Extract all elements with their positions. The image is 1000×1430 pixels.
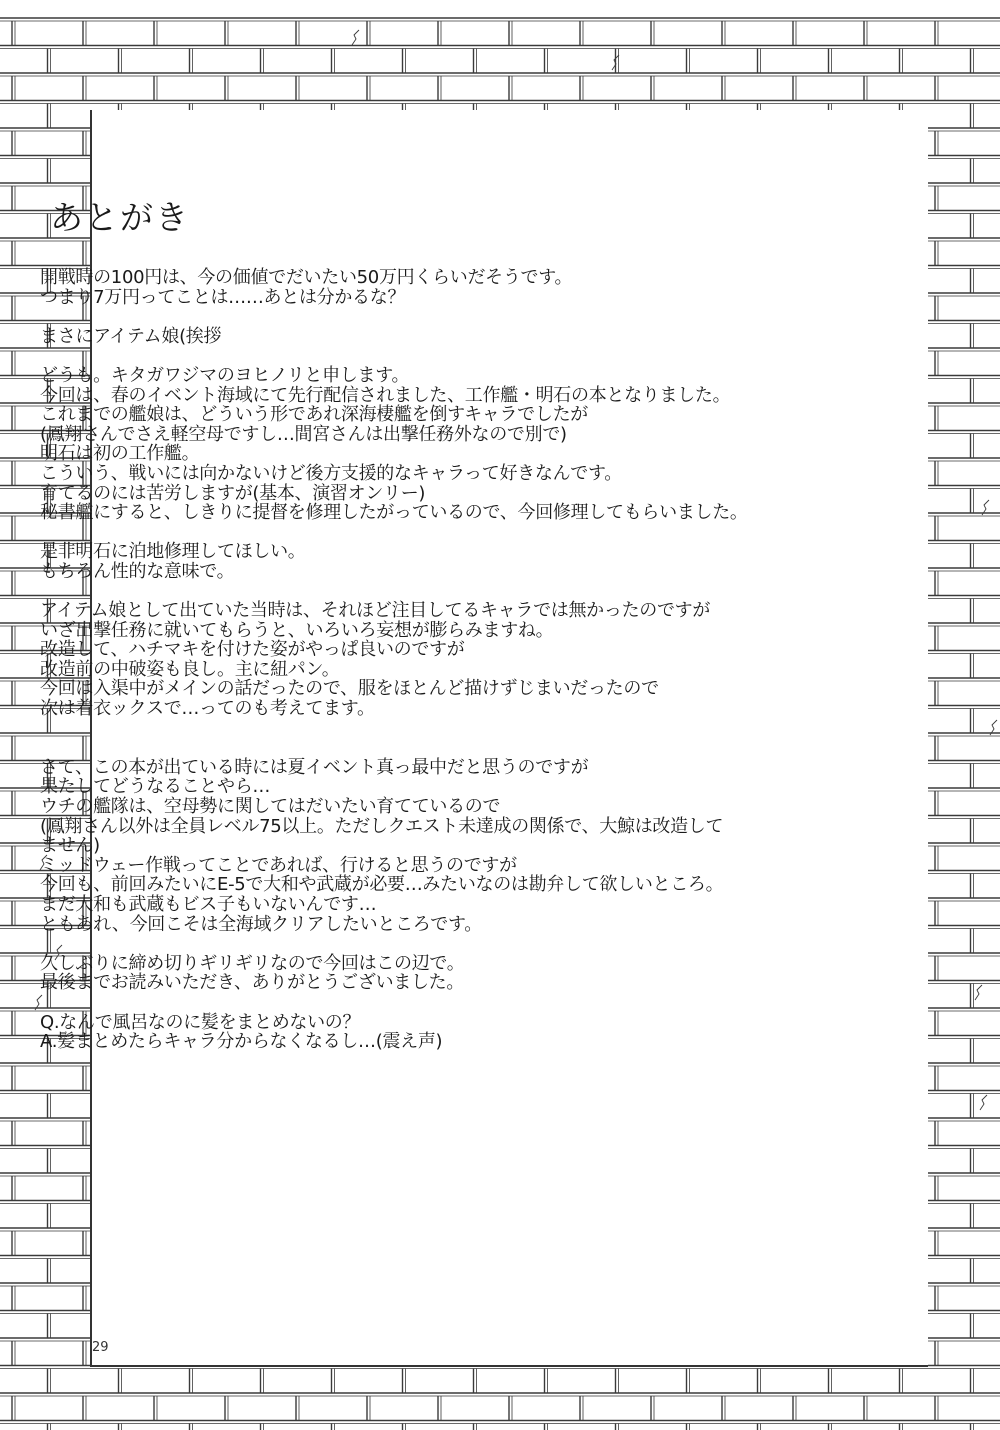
page-title: あとがき <box>50 198 190 237</box>
text-line: 次は着衣ックスで…ってのも考えてます。 <box>40 698 375 720</box>
paragraph <box>40 327 830 347</box>
text-line: (鳳翔さん以外は全員レベル75以上。ただしクエスト未達成の関係で、大鯨は改造して <box>40 815 724 837</box>
text-line: まさにアイテム娘(挨拶 <box>40 325 222 347</box>
text-line: 久しぶりに締め切りギリギリなので今回はこの辺で。 <box>40 952 465 974</box>
text-line: アイテム娘として出ていた当時は、それほど注目してるキャラでは無かったのですが <box>40 600 711 622</box>
text-line: ミッドウェー作戦ってことであれば、行けると思うのですが <box>40 854 517 876</box>
text-line: 開戦時の100円は、今の価値でだいたい50万円くらいだそうです。 <box>40 267 573 288</box>
text-line: もちろん性的な意味で。 <box>40 560 235 582</box>
text-line: どうも。キタガワジマのヨヒノリと申します。 <box>40 364 410 386</box>
paragraph <box>40 601 830 719</box>
text-line: 秘書艦にすると、しきりに提督を修理したがっているので、今回修理してもらいました。 <box>40 502 748 524</box>
text-line: Q.なんで風呂なのに髪をまとめないの？ <box>40 1011 361 1033</box>
text-line: ません) <box>40 835 100 857</box>
text-line: まだ大和も武蔵もビス子もいないんです… <box>40 894 377 915</box>
text-line: 最後までお読みいただき、ありがとうございました。 <box>40 972 465 994</box>
text-line: A.髪まとめたらキャラ分からなくなるし…(震え声) <box>40 1031 443 1053</box>
paragraph <box>40 758 830 934</box>
text-line: 明石は初の工作艦。 <box>40 443 200 465</box>
text-line: さて、この本が出ている時には夏イベント真っ最中だと思うのですが <box>40 756 589 778</box>
text-line: ウチの艦隊は、空母勢に関してはだいたい育てているので <box>40 796 501 818</box>
text-line: 今回も、前回みたいにE-5で大和や武蔵が必要…みたいなのは勘弁して欲しいところ。 <box>40 874 724 896</box>
paragraph <box>40 954 830 993</box>
text-line: 今回は、春のイベント海域にて先行配信されました、工作艦・明石の本となりました。 <box>40 384 731 406</box>
paragraph-spacer <box>40 523 830 543</box>
paragraph-spacer <box>40 993 830 1013</box>
paragraph-spacer <box>40 934 830 954</box>
paragraph <box>40 268 830 307</box>
text-line: これまでの艦娘は、どういう形であれ深海棲艦を倒すキャラでしたが <box>40 404 588 426</box>
text-line: つまり7万円ってことは……あとは分かるな？ <box>40 286 406 308</box>
text-line: 果たしてどうなることやら… <box>40 776 271 798</box>
page-number: 29 <box>92 1340 109 1355</box>
paragraph <box>40 1013 830 1052</box>
text-line: ともあれ、今回こそは全海域クリアしたいところです。 <box>40 913 482 935</box>
text-line: (鳳翔さんでさえ軽空母ですし…間宮さんは出撃任務外なので別で) <box>40 423 567 445</box>
paragraph-spacer <box>40 346 830 366</box>
text-line: いざ出撃任務に就いてもらうと、いろいろ妄想が膨らみますね。 <box>40 619 554 641</box>
paragraph <box>40 542 830 581</box>
paragraph-spacer <box>40 582 830 602</box>
text-line: 是非明石に泊地修理してほしい。 <box>40 541 306 563</box>
text-line: 今回は入渠中がメインの話だったので、服をほとんど描けずじまいだったので <box>40 678 659 700</box>
afterword-body <box>40 268 830 1052</box>
text-line: 育てるのには苦労しますが(基本、演習オンリー) <box>40 482 426 504</box>
text-line: 改造して、ハチマキを付けた姿がやっぱ良いのですが <box>40 639 465 661</box>
paragraph-spacer <box>40 307 830 327</box>
text-line: 改造前の中破姿も良し。主に紐パン。 <box>40 658 340 680</box>
text-line: こういう、戦いには向かないけど後方支援的なキャラって好きなんです。 <box>40 462 622 484</box>
paragraph-spacer <box>40 738 830 758</box>
paragraph-spacer <box>40 719 830 739</box>
paragraph <box>40 366 830 523</box>
